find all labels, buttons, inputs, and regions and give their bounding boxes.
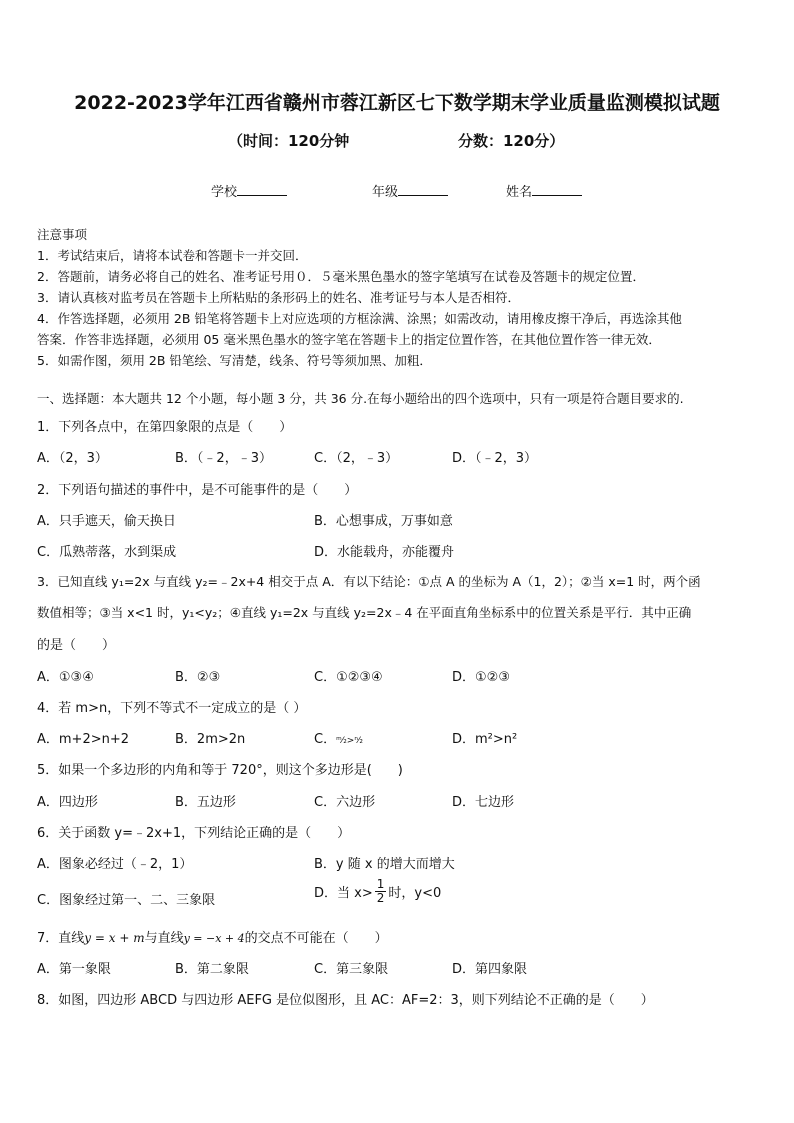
fraction-numerator: 1 (376, 877, 385, 891)
exam-time: （时间：120分钟 (228, 132, 350, 150)
question-1-stem: 1．下列各点中，在第四象限的点是（ ） (37, 420, 293, 435)
school-blank[interactable] (237, 183, 287, 196)
q6-option-d-post: 时，y<0 (388, 886, 442, 901)
grade-label: 年级 (372, 185, 399, 200)
name-field[interactable] (506, 181, 582, 200)
q3-option-d[interactable]: D．①②③ (452, 670, 510, 685)
q5-option-d[interactable]: D．七边形 (452, 795, 515, 810)
q7-stem-mid: 与直线 (144, 931, 184, 946)
notice-item: 2．答题前，请务必将自己的姓名、准考证号用０．５毫米黑色墨水的签字笔填写在试卷及答题卡的规定位置． (37, 269, 645, 284)
fraction-denominator: 2 (376, 891, 385, 905)
q4-option-c-expr: ᵐ⁄₂>ⁿ⁄₂ (336, 736, 364, 746)
question-3-stem-line3: 的是（ ） (37, 638, 116, 653)
q3-option-b[interactable]: B．②③ (175, 670, 221, 685)
q5-option-b[interactable]: B．五边形 (175, 795, 236, 810)
q1-option-b[interactable]: B．（﹣2，﹣3） (175, 451, 272, 466)
q7-option-c[interactable]: C．第三象限 (314, 962, 389, 977)
notice-item: 5．如需作图，须用 2B 铅笔绘、写清楚，线条、符号等须加黑、加粗． (37, 353, 432, 368)
q6-option-d-pre: D．当 x> (314, 886, 373, 901)
school-field[interactable] (211, 181, 287, 200)
grade-field[interactable] (372, 181, 448, 200)
notice-block (37, 224, 757, 371)
q6-option-a[interactable]: A．图象必经过（﹣2，1） (37, 857, 193, 872)
q4-option-c[interactable] (314, 728, 363, 747)
section-heading: 一、选择题：本大题共 12 个小题，每小题 3 分，共 36 分.在每小题给出的四个选项中，只有一项是符合题目要求的. (37, 391, 684, 406)
school-label: 学校 (211, 185, 238, 200)
question-8-stem: 8．如图，四边形 ABCD 与四边形 AEFG 是位似图形，且 AC：AF=2：3，则下列结论不正确的是（ ） (37, 993, 654, 1008)
exam-score: 分数：120分） (458, 132, 565, 150)
question-5-stem: 5．如果一个多边形的内角和等于 720°，则这个多边形是( ) (37, 763, 403, 778)
q7-line-2-expr: y = −x + 4 (183, 932, 245, 945)
notice-item: 3．请认真核对监考员在答题卡上所粘贴的条形码上的姓名、准考证号与本人是否相符． (37, 290, 520, 305)
q1-option-d[interactable]: D．（﹣2，3） (452, 451, 538, 466)
q5-option-a[interactable]: A．四边形 (37, 795, 98, 810)
q6-option-b[interactable]: B．y 随 x 的增大而增大 (314, 857, 455, 872)
q6-option-d[interactable] (314, 878, 441, 905)
q3-option-c[interactable]: C．①②③④ (314, 670, 383, 685)
q7-option-b[interactable]: B．第二象限 (175, 962, 249, 977)
q5-option-c[interactable]: C．六边形 (314, 795, 376, 810)
q7-line-1-expr: y = x + m (84, 931, 145, 945)
q4-option-c-label: C． (314, 732, 337, 747)
question-7-stem (37, 927, 759, 946)
q1-option-a[interactable]: A．（2，3） (37, 451, 108, 466)
q7-option-d[interactable]: D．第四象限 (452, 962, 528, 977)
q2-option-d[interactable]: D．水能载舟，亦能覆舟 (314, 545, 455, 560)
q7-stem-pre: 7．直线 (37, 931, 85, 946)
q3-option-a[interactable]: A．①③④ (37, 670, 94, 685)
question-2-stem: 2．下列语句描述的事件中，是不可能事件的是（ ） (37, 483, 358, 498)
q2-option-c[interactable]: C．瓜熟蒂落，水到渠成 (37, 545, 177, 560)
q4-option-b[interactable]: B．2m>2n (175, 732, 246, 747)
q6-option-c[interactable]: C．图象经过第一、二、三象限 (37, 893, 216, 908)
question-6-stem: 6．关于函数 y=﹣2x+1，下列结论正确的是（ ） (37, 826, 351, 841)
q2-option-b[interactable]: B．心想事成，万事如意 (314, 514, 453, 529)
q7-option-a[interactable]: A．第一象限 (37, 962, 111, 977)
q2-option-a[interactable]: A．只手遮天，偷天换日 (37, 514, 176, 529)
notice-item: 答案．作答非选择题，必须用 05 毫米黑色墨水的签字笔在答题卡上的指定位置作答，在其他位置作答一律无效． (37, 332, 661, 347)
q6-fraction (375, 878, 387, 905)
notice-item: 4．作答选择题，必须用 2B 铅笔将答题卡上对应选项的方框涂满、涂黑；如需改动，请用橡皮擦干净后，再选涂其他 (37, 311, 682, 326)
grade-blank[interactable] (398, 183, 448, 196)
q7-stem-post: 的交点不可能在（ ） (244, 931, 388, 946)
q4-option-d[interactable]: D．m²>n² (452, 732, 518, 747)
q1-option-c[interactable]: C．（2，﹣3） (314, 451, 399, 466)
q4-option-a[interactable]: A．m+2>n+2 (37, 732, 130, 747)
notice-heading: 注意事项 (37, 227, 88, 242)
name-label: 姓名 (506, 185, 533, 200)
question-3-stem-line2: 数值相等；③当 x<1 时，y₁<y₂；④直线 y₁=2x 与直线 y₂=2x﹣4 在平面直角坐标系中的位置关系是平行．其中正确 (37, 605, 692, 620)
question-4-stem: 4．若 m>n，下列不等式不一定成立的是（ ） (37, 701, 307, 716)
exam-title: 2022-2023学年江西省赣州市蓉江新区七下数学期末学业质量监测模拟试题 (74, 92, 720, 114)
question-3-stem-line1: 3．已知直线 y₁=2x 与直线 y₂=﹣2x+4 相交于点 A．有以下结论：①点 A 的坐标为 A（1，2）；②当 x=1 时，两个函 (37, 574, 701, 589)
name-blank[interactable] (532, 183, 582, 196)
notice-item: 1．考试结束后，请将本试卷和答题卡一并交回． (37, 248, 308, 263)
